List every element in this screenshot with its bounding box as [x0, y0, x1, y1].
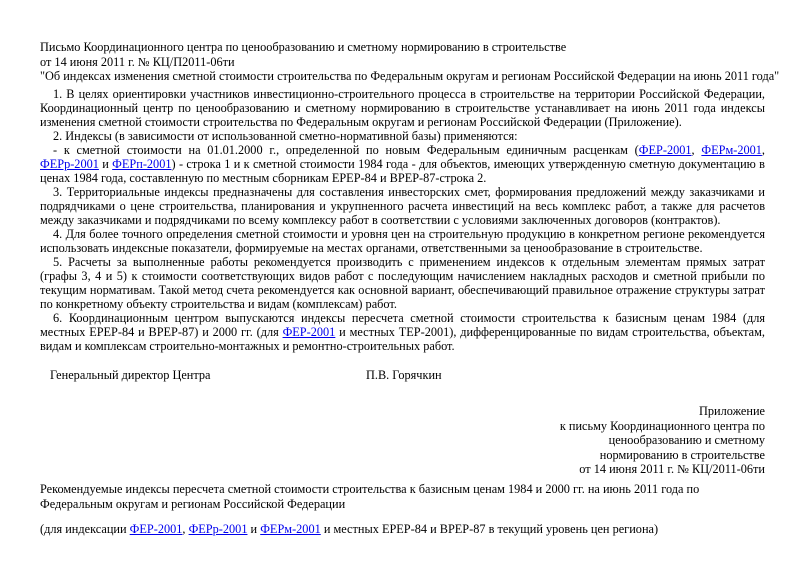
indexation-note: [40, 522, 765, 537]
header-line-1: Письмо Координационного центра по ценообразованию и сметному нормированию в строительстве: [40, 40, 567, 54]
separator: ,: [182, 522, 189, 536]
link-note-ferm-2001[interactable]: ФЕРм-2001: [260, 522, 321, 536]
link-fer-2001-p6[interactable]: ФЕР-2001: [282, 325, 336, 339]
separator: и: [98, 157, 113, 171]
signatory-position: Генеральный директор Центра: [50, 368, 211, 382]
document-body: [40, 87, 765, 353]
paragraph-2a: [40, 143, 765, 185]
separator: ,: [761, 143, 765, 157]
header-line-2: от 14 июня 2011 г. № КЦ/П2011-06ти: [40, 54, 235, 69]
paragraph-3: 3. Территориальные индексы предназначены для составления инвесторских смет, формирования предложений между заказчиками и подрядчиками о цене строительства, планирования и укрупненного расчета инвестиций на весь комплекс работ, а также для расчетов между заказчиками и подрядчиками по всему комплексу работ в соответствии с условиями заключенных договоров (контрактов).: [40, 185, 765, 227]
note-text-end: и местных ЕРЕР-84 и ВРЕР-87 в текущий уровень цен региона): [320, 522, 659, 536]
paragraph-1: 1. В целях ориентировки участников инвестиционно-строительного процесса в строительстве на территории Российской Федерации, Координационный центр по ценообразованию и сметному нормированию в строительстве устанавливает на июнь 2011 года индексы изменения сметной стоимости строительства по Федеральным округам и регионам Российской Федерации (Приложение).: [40, 87, 765, 129]
link-ferp-2001[interactable]: ФЕРп-2001: [112, 157, 172, 171]
paragraph-4: 4. Для более точного определения сметной стоимости и уровня цен на строительную продукцию в конкретном регионе рекомендуется использовать индексные показатели, формируемые на местах органами, ответственными за ценообразование в строительстве.: [40, 227, 765, 255]
appendix-line-3: ценообразованию и сметному: [608, 433, 765, 447]
paragraph-2: 2. Индексы (в зависимости от использованной сметно-нормативной базы) применяются:: [53, 129, 518, 143]
document-header: [40, 40, 779, 84]
paragraph-6: [40, 311, 765, 353]
link-ferr-2001[interactable]: ФЕРр-2001: [40, 157, 99, 171]
separator: и: [247, 522, 261, 536]
appendix-block: [560, 404, 765, 477]
link-note-ferr-2001[interactable]: ФЕРр-2001: [188, 522, 248, 536]
signatory-name: П.В. Горячкин: [366, 368, 442, 382]
appendix-title: Рекомендуемые индексы пересчета сметной стоимости строительства к базисным ценам 1984 и 2000 гг. на июнь 2011 года по Федеральным округам и регионам Российской Федерации: [40, 482, 700, 511]
appendix-line-2: к письму Координационного центра по: [559, 418, 765, 433]
appendix-line-5: от 14 июня 2011 г. № КЦ/2011-06ти: [579, 462, 765, 476]
paragraph-6-text: 6. Координационным центром выпускаются индексы пересчета сметной стоимости строительства к базисным ценам 1984 (для местных ЕРЕР-84 и ВРЕР-87) и 2000 гг. (для: [40, 311, 765, 339]
appendix-line-1: Приложение: [699, 404, 765, 418]
link-fer-2001[interactable]: ФЕР-2001: [638, 143, 692, 157]
paragraph-6-text-end: и местных ТЕР-2001), дифференцированные по видам строительства, объектам, видам и комплексам строительно-монтажных и ремонтно-строительных работ.: [40, 325, 765, 353]
paragraph-2a-text: - к сметной стоимости на 01.01.2000 г., определенной по новым Федеральным единичным расценкам (: [53, 143, 639, 157]
paragraph-2a-text-end: ) - строка 1 и к сметной стоимости 1984 года - для объектов, имеющих утвержденную сметную документацию в ценах 1984 года, составленную по местным сборникам ЕРЕР-84 и ВРЕР-87-строка 2.: [40, 157, 765, 185]
appendix-line-4: нормированию в строительстве: [599, 447, 765, 462]
note-text: (для индексации: [40, 522, 130, 536]
paragraph-5: 5. Расчеты за выполненные работы рекомендуется производить с применением индексов к отдельным элементам прямых затрат (графы 3, 4 и 5) к стоимости соответствующих видов работ с последующим начислением накладных расходов и сметной прибыли по текущим нормативам. Такой метод счета рекомендуется как основной вариант, обеспечивающий правильное отражение структуры затрат по конкретному объекту строительства и видам (комплексам) работ.: [40, 255, 765, 311]
link-ferm-2001[interactable]: ФЕРм-2001: [701, 143, 762, 157]
link-note-fer-2001[interactable]: ФЕР-2001: [129, 522, 183, 536]
separator: ,: [691, 143, 702, 157]
header-line-3: "Об индексах изменения сметной стоимости строительства по Федеральным округам и регионам Российской Федерации на июнь 2011 года": [40, 69, 780, 83]
